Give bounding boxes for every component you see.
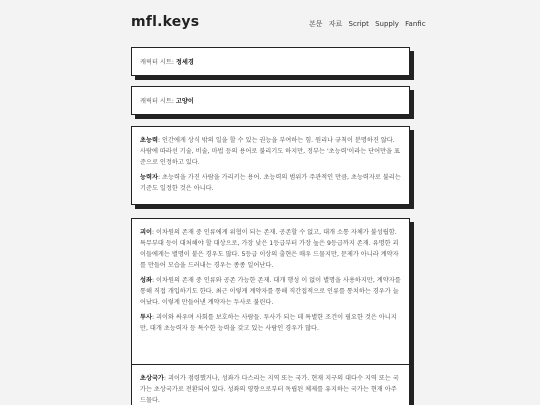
top-nav [309, 19, 430, 29]
character-sheet-card[interactable] [131, 86, 410, 115]
site-title[interactable]: mfl.keys [131, 14, 200, 30]
glossary-term: 괴이 [140, 229, 152, 236]
glossary-definition: : 괴이와 싸우며 사회를 보호하는 사람들. 투사가 되는 데 특별한 조건이 필요한 것은 아니지만, 대개 초능력자 등 특수한 능력을 갖고 있는 사람인 경우가 많다. [140, 314, 397, 332]
nav-link-fanfic[interactable]: Fanfic [405, 20, 426, 28]
site-header [131, 12, 426, 34]
glossary-entry [140, 135, 401, 168]
glossary-card [131, 126, 410, 205]
glossary-entry [140, 172, 401, 194]
glossary-entry [140, 275, 401, 308]
glossary-definition: : 초능력을 가진 사람을 가리키는 용어. 초능력의 범위가 주관적인 만큼, 초능력자로 불리는 기준도 일정한 것은 아니다. [140, 174, 401, 192]
glossary-term: 초상국가 [140, 375, 164, 382]
card-label: 캐릭터 시트: [140, 98, 176, 105]
glossary-definition: : 괴이가 점령했거나, 성좌가 다스리는 지역 또는 국가. 현재 지구의 대다수 지역 또는 국가는 초상국가로 전환되어 있다. 성좌의 영향으로부터 독립된 체제를 유지하는 국가는 현재 아주 드물다. [140, 375, 399, 404]
card-label: 캐릭터 시트: [140, 59, 176, 66]
glossary-definition: : 인간에게 상식 밖의 일을 할 수 있는 권능을 부여하는 힘. 원리나 규칙이 분명하진 않다. 사람에 따라선 기술, 비술, 마법 등의 용어로 불리기도 하지만, 정부는 '초능력'이라는 단어만을 표준으로 인정하고 있다. [140, 137, 401, 166]
glossary-card [131, 218, 410, 379]
glossary-definition: : 이차원의 존재 중 인류와 공존 가능한 존재. 대개 행성 이 없이 별명을 사용하지만, 계약자를 통해 직접 개입하기도 한다. 최근 이렇게 계약자를 통해 직간접적으로 인류를 통치하는 경우가 늘어났다. 이렇게 만들어낸 계약자는 두사로 불린다. [140, 277, 401, 306]
glossary-term: 초능력 [140, 137, 158, 144]
glossary-term: 능력자 [140, 174, 158, 181]
nav-link-script[interactable]: Script [348, 20, 369, 28]
glossary-entry [140, 312, 401, 334]
nav-link-data[interactable]: 자료 [328, 20, 343, 28]
glossary-entry [140, 227, 401, 271]
character-sheet-card[interactable] [131, 47, 410, 76]
glossary-entry [140, 373, 401, 405]
glossary-card [131, 364, 410, 405]
glossary-definition: : 이차원의 존재 중 인류에게 위협이 되는 존재. 공존할 수 없고, 대개 소통 자체가 불성립함. 특무부대 등이 대처해야 할 대상으로, 가장 낮은 1등급부터 가장 높은 9등급까지 존재. 유명한 괴이들에게는 별명이 붙은 경우도 많다. 5등급 이상의 출현은 매우 드물지만, 문제가 아니라 계약자를 만들어 모습을 드러내는 경우는 종종 일어난다. [140, 229, 399, 269]
nav-link-supply[interactable]: Supply [375, 20, 399, 28]
glossary-term: 투사 [140, 314, 152, 321]
nav-link-main[interactable]: 본문 [309, 20, 323, 28]
glossary-term: 성좌 [140, 277, 152, 284]
card-name: 정세경 [175, 59, 194, 66]
card-name: 고양이 [175, 98, 194, 105]
